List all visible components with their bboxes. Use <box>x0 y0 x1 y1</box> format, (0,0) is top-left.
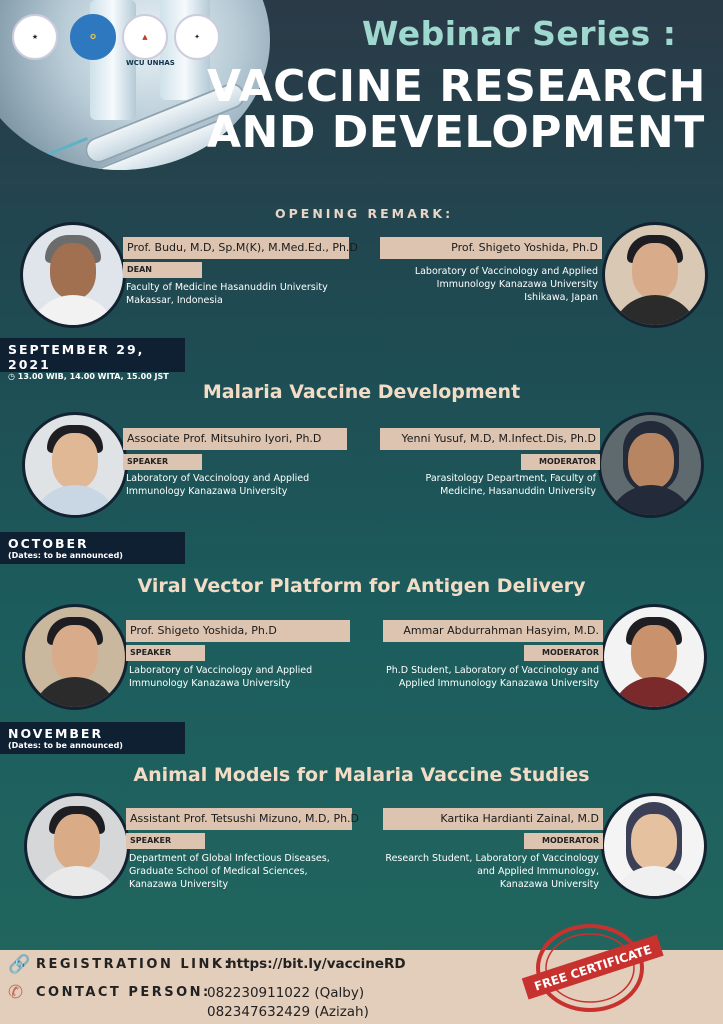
speaker-photo-budu <box>20 222 126 328</box>
free-certificate-stamp <box>518 920 668 1014</box>
date-box-october <box>0 532 185 564</box>
speaker-role-badge: SPEAKER <box>123 454 202 470</box>
session3-speaker-name: Assistant Prof. Tetsushi Mizuno, M.D, Ph.D <box>126 808 352 830</box>
kanazawa-university-logo: ✦ <box>174 14 220 60</box>
date-main: SEPTEMBER 29, 2021 <box>8 342 145 372</box>
clock-icon: ◷ <box>8 372 18 381</box>
wcu-unhas-logo: ▲ <box>122 14 168 60</box>
speaker-photo-yoshida-2 <box>22 604 128 710</box>
speaker-role-badge: SPEAKER <box>126 645 205 661</box>
opening-right-affiliation: Laboratory of Vaccinology and Applied Immunology Kanazawa University Ishikawa, Japan <box>414 266 598 303</box>
university-seal-logo: ★ <box>12 14 58 60</box>
session1-speaker-name: Associate Prof. Mitsuhiro Iyori, Ph.D <box>123 428 347 450</box>
stamp-text: FREE CERTIFICATE <box>532 942 654 994</box>
session2-moderator-affiliation: Ph.D Student, Laboratory of Vaccinology and Applied Immunology Kanazawa University <box>386 665 599 689</box>
session3-moderator-name: Kartika Hardianti Zainal, M.D <box>383 808 603 830</box>
session1-moderator-name: Yenni Yusuf, M.D, M.Infect.Dis, Ph.D <box>380 428 600 450</box>
moderator-photo-kartika <box>601 793 707 899</box>
opening-right-name: Prof. Shigeto Yoshida, Ph.D <box>380 237 602 259</box>
contact-label: CONTACT PERSON: <box>36 985 211 1000</box>
moderator-photo-yenni <box>598 412 704 518</box>
session-title-animal-models: Animal Models for Malaria Vaccine Studies <box>133 764 590 786</box>
date-main: NOVEMBER <box>8 726 104 741</box>
date-sub: (Dates: to be announced) <box>8 551 123 560</box>
session2-moderator-name: Ammar Abdurrahman Hasyim, M.D. <box>383 620 603 642</box>
registration-link[interactable]: https://bit.ly/vaccineRD <box>227 956 406 972</box>
session1-moderator-affiliation: Parasitology Department, Faculty of Medicine, Hasanuddin University <box>425 473 596 497</box>
registration-label: REGISTRATION LINK: <box>36 957 233 972</box>
date-main: OCTOBER <box>8 536 89 551</box>
speaker-photo-iyori <box>22 412 128 518</box>
series-heading: Webinar Series : <box>362 14 677 53</box>
phone-icon: ✆ <box>8 982 24 1003</box>
speaker-role-badge: SPEAKER <box>126 833 205 849</box>
moderator-role-badge: MODERATOR <box>521 454 600 470</box>
date-sub: (Dates: to be announced) <box>8 741 123 750</box>
title-line-2: AND DEVELOPMENT <box>207 107 705 158</box>
speaker-photo-yoshida <box>602 222 708 328</box>
moderator-role-badge: MODERATOR <box>524 645 603 661</box>
contact-phone-1: 082230911022 (Qalby) <box>207 985 365 1001</box>
speaker-photo-mizuno <box>24 793 130 899</box>
session2-speaker-name: Prof. Shigeto Yoshida, Ph.D <box>126 620 350 642</box>
session-title-malaria: Malaria Vaccine Development <box>202 381 521 403</box>
page-title <box>207 61 707 158</box>
time-line: ◷ 13.00 WIB, 14.00 WITA, 15.00 JST <box>8 372 169 381</box>
ministry-logo: ✪ <box>70 14 116 60</box>
session1-speaker-affiliation: Laboratory of Vaccinology and Applied Immunology Kanazawa University <box>126 473 310 497</box>
moderator-photo-ammar <box>601 604 707 710</box>
session3-moderator-affiliation: Research Student, Laboratory of Vaccinology and Applied Immunology, Kanazawa University <box>385 853 599 890</box>
session-title-viral-vector: Viral Vector Platform for Antigen Delivery <box>137 575 586 597</box>
title-line-1: VACCINE RESEARCH <box>207 61 707 112</box>
opening-left-name: Prof. Budu, M.D, Sp.M(K), M.Med.Ed., Ph.D <box>123 237 349 259</box>
date-box-november <box>0 722 185 754</box>
wcu-unhas-label: WCU UNHAS <box>126 59 175 67</box>
date-box-september <box>0 338 185 381</box>
link-icon: 🔗 <box>8 954 31 975</box>
session3-speaker-affiliation: Department of Global Infectious Diseases, Graduate School of Medical Sciences, Kanazawa University <box>129 853 330 890</box>
session2-speaker-affiliation: Laboratory of Vaccinology and Applied Immunology Kanazawa University <box>129 665 313 689</box>
opening-remark-heading: OPENING REMARK: <box>275 206 454 221</box>
opening-left-affiliation: Faculty of Medicine Hasanuddin University Makassar, Indonesia <box>126 282 328 306</box>
moderator-role-badge: MODERATOR <box>524 833 603 849</box>
dean-role-badge: DEAN <box>123 262 202 278</box>
contact-phone-2: 082347632429 (Azizah) <box>207 1004 369 1020</box>
